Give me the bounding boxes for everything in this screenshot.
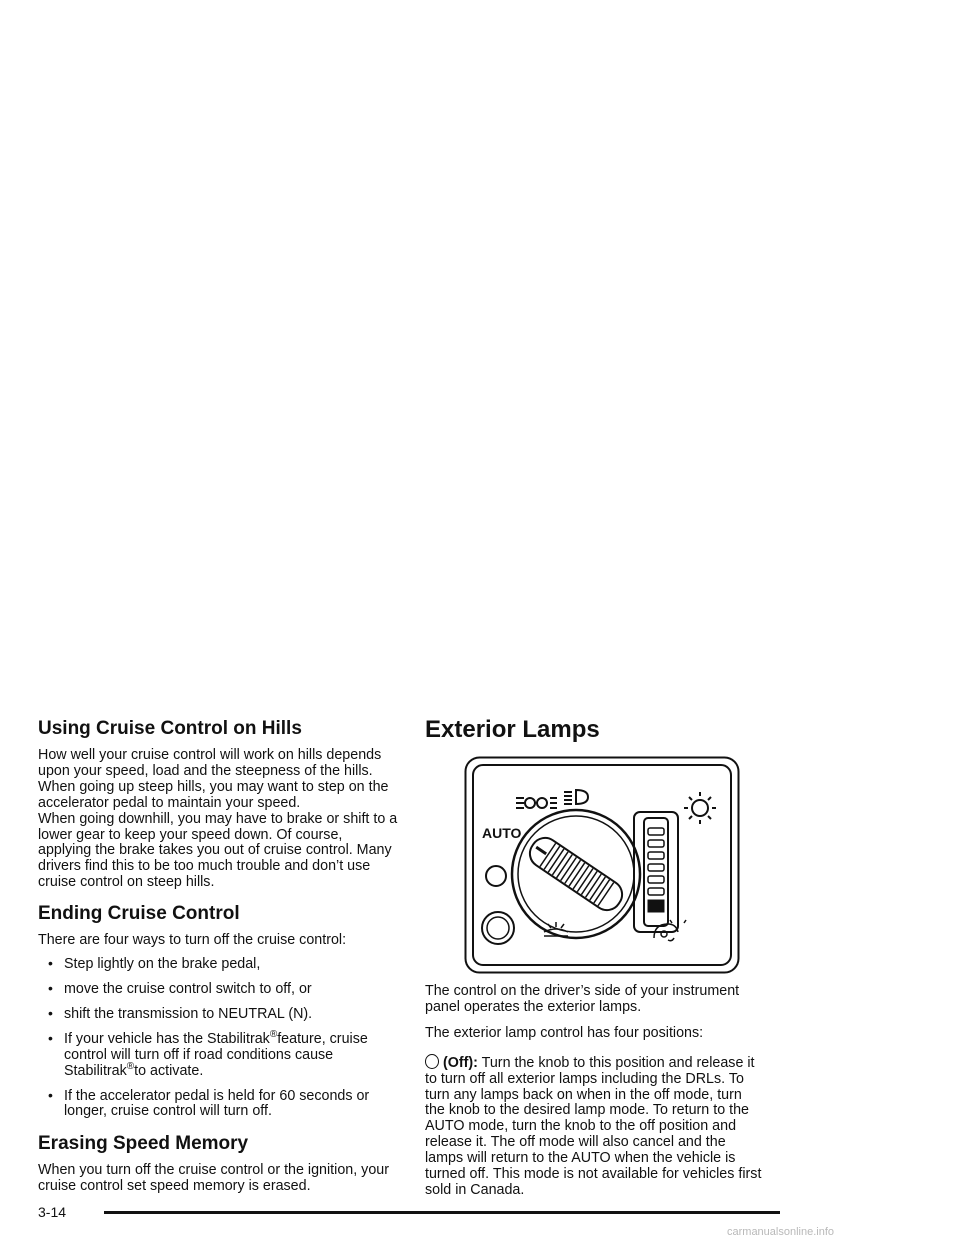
list-item: • shift the transmission to NEUTRAL (N). (48, 1004, 313, 1022)
list-item: • move the cruise control switch to off, or (48, 979, 312, 997)
right-column (425, 716, 765, 1199)
page-number: 3-14 (38, 1204, 67, 1220)
headlamp-knob (512, 810, 640, 938)
list-item: • If your vehicle has the Stabilitrak®feature, cruise control will turn off if road conditions cause Stabilitrak®to activate. (48, 1029, 368, 1079)
bullet-icon: • (48, 1086, 53, 1103)
watermark: carmanualsonline.info (727, 1226, 835, 1238)
paragraph-control-location: The control on the driver’s side of your instrument panel operates the exterior lamps. (425, 983, 740, 1015)
heading-exterior-lamps: Exterior Lamps (425, 716, 600, 743)
paragraph-hills-uphill: How well your cruise control will work on hills depends upon your speed, load and the steepness of the hills. When going up steep hills, you may want to step on the accelerator pedal to maintain your speed. (38, 747, 389, 811)
footer-rule (104, 1211, 780, 1214)
bullet-icon: • (48, 1029, 53, 1046)
off-position-icon (425, 1054, 439, 1069)
bullet-icon: • (48, 979, 53, 996)
paragraph-off-position (425, 1054, 765, 1199)
off-description: Turn the knob to this position and release it to turn off all exterior lamps including the DRLs. To turn any lamps back on when in the off mode, turn the knob to the desired lamp mode. To return to the AUTO mode, turn the knob to the off position and release it. The off mode will also cancel and the lamps will return to the AUTO when the vehicle is turned off. This mode is not available for vehicles first sold in Canada. (425, 1054, 762, 1198)
registered-mark: ® (126, 1060, 135, 1072)
paragraph-hills-downhill: When going downhill, you may have to brake or shift to a lower gear to keep your speed down. Of course, applying the brake takes you out of cruise control. Many drivers find this to be too much trouble and don’t use cruise control on steep hills. (38, 810, 398, 891)
paragraph-ending-intro: There are four ways to turn off the cruise control: (38, 932, 347, 949)
left-column (38, 718, 398, 1195)
bullet-icon: • (48, 1004, 53, 1021)
heading-ending-cruise-control: Ending Cruise Control (38, 903, 240, 925)
list-item: • Step lightly on the brake pedal, (48, 955, 261, 973)
heading-erasing-speed-memory: Erasing Speed Memory (38, 1133, 249, 1155)
off-label: (Off): (443, 1054, 478, 1071)
paragraph-erasing: When you turn off the cruise control or the ignition, your cruise control set speed memory is erased. (38, 1162, 389, 1195)
list-item: • If the accelerator pedal is held for 60 seconds or longer, cruise control will turn off. (48, 1086, 370, 1120)
bullet-icon: • (48, 955, 53, 972)
light-sensor-icon (486, 866, 506, 886)
auto-label: AUTO (482, 825, 522, 841)
paragraph-positions-intro: The exterior lamp control has four positions: (425, 1024, 704, 1041)
ending-methods-list (38, 957, 398, 1120)
registered-mark: ® (269, 1029, 278, 1041)
heading-using-cruise-on-hills: Using Cruise Control on Hills (38, 718, 302, 739)
exterior-lamp-control-figure (464, 756, 740, 974)
